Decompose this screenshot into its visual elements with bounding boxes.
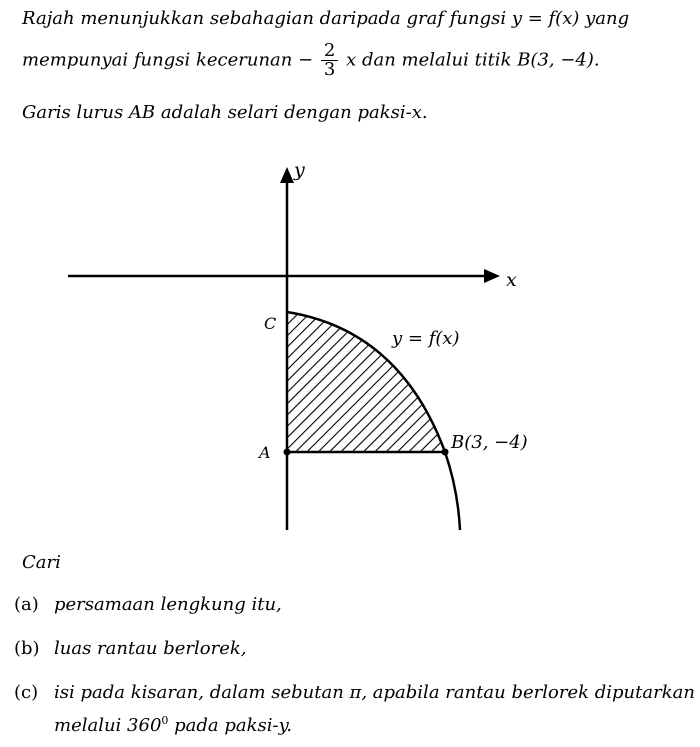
intro-line-2-end: x dan melalui titik B(3, −4). — [346, 49, 600, 71]
question-c-text: isi pada kisaran, dalam sebutan π, apabila rantau berlorek diputarkan — [54, 682, 695, 703]
point-a-label: A — [259, 443, 271, 462]
question-b-text: luas rantau berlorek, — [54, 638, 247, 659]
intro-line-2-start: mempunyai fungsi kecerunan − — [22, 49, 314, 71]
fraction-numerator: 2 — [321, 42, 338, 61]
curve-label: y = f(x) — [392, 328, 460, 349]
question-c-cont-start: melalui 360 — [54, 715, 162, 736]
find-label: Cari — [22, 552, 61, 573]
point-c-label: C — [264, 314, 277, 333]
x-axis-label: x — [506, 269, 517, 291]
question-b-label: (b) — [14, 638, 40, 659]
degree-superscript: 0 — [161, 714, 169, 727]
question-c-continued — [54, 714, 292, 736]
point-b-label: B(3, −4) — [451, 432, 528, 453]
question-c-label: (c) — [14, 682, 39, 703]
question-a — [14, 594, 282, 615]
question-a-label: (a) — [14, 594, 39, 615]
question-a-text: persamaan lengkung itu, — [54, 594, 282, 615]
intro-line-1: Rajah menunjukkan sebahagian daripada graf fungsi y = f(x) yang — [22, 8, 630, 29]
question-b — [14, 638, 247, 659]
question-c — [14, 682, 695, 703]
fraction-denominator: 3 — [323, 59, 336, 80]
y-axis-arrow — [280, 167, 294, 183]
point-b-dot — [442, 449, 449, 456]
point-a-dot — [284, 449, 291, 456]
x-axis-arrow — [484, 269, 500, 283]
intro-line-3: Garis lurus AB adalah selari dengan paksi-x. — [22, 102, 428, 123]
question-c-cont-end: pada paksi-y. — [168, 715, 293, 736]
y-axis-label: y — [294, 159, 305, 181]
